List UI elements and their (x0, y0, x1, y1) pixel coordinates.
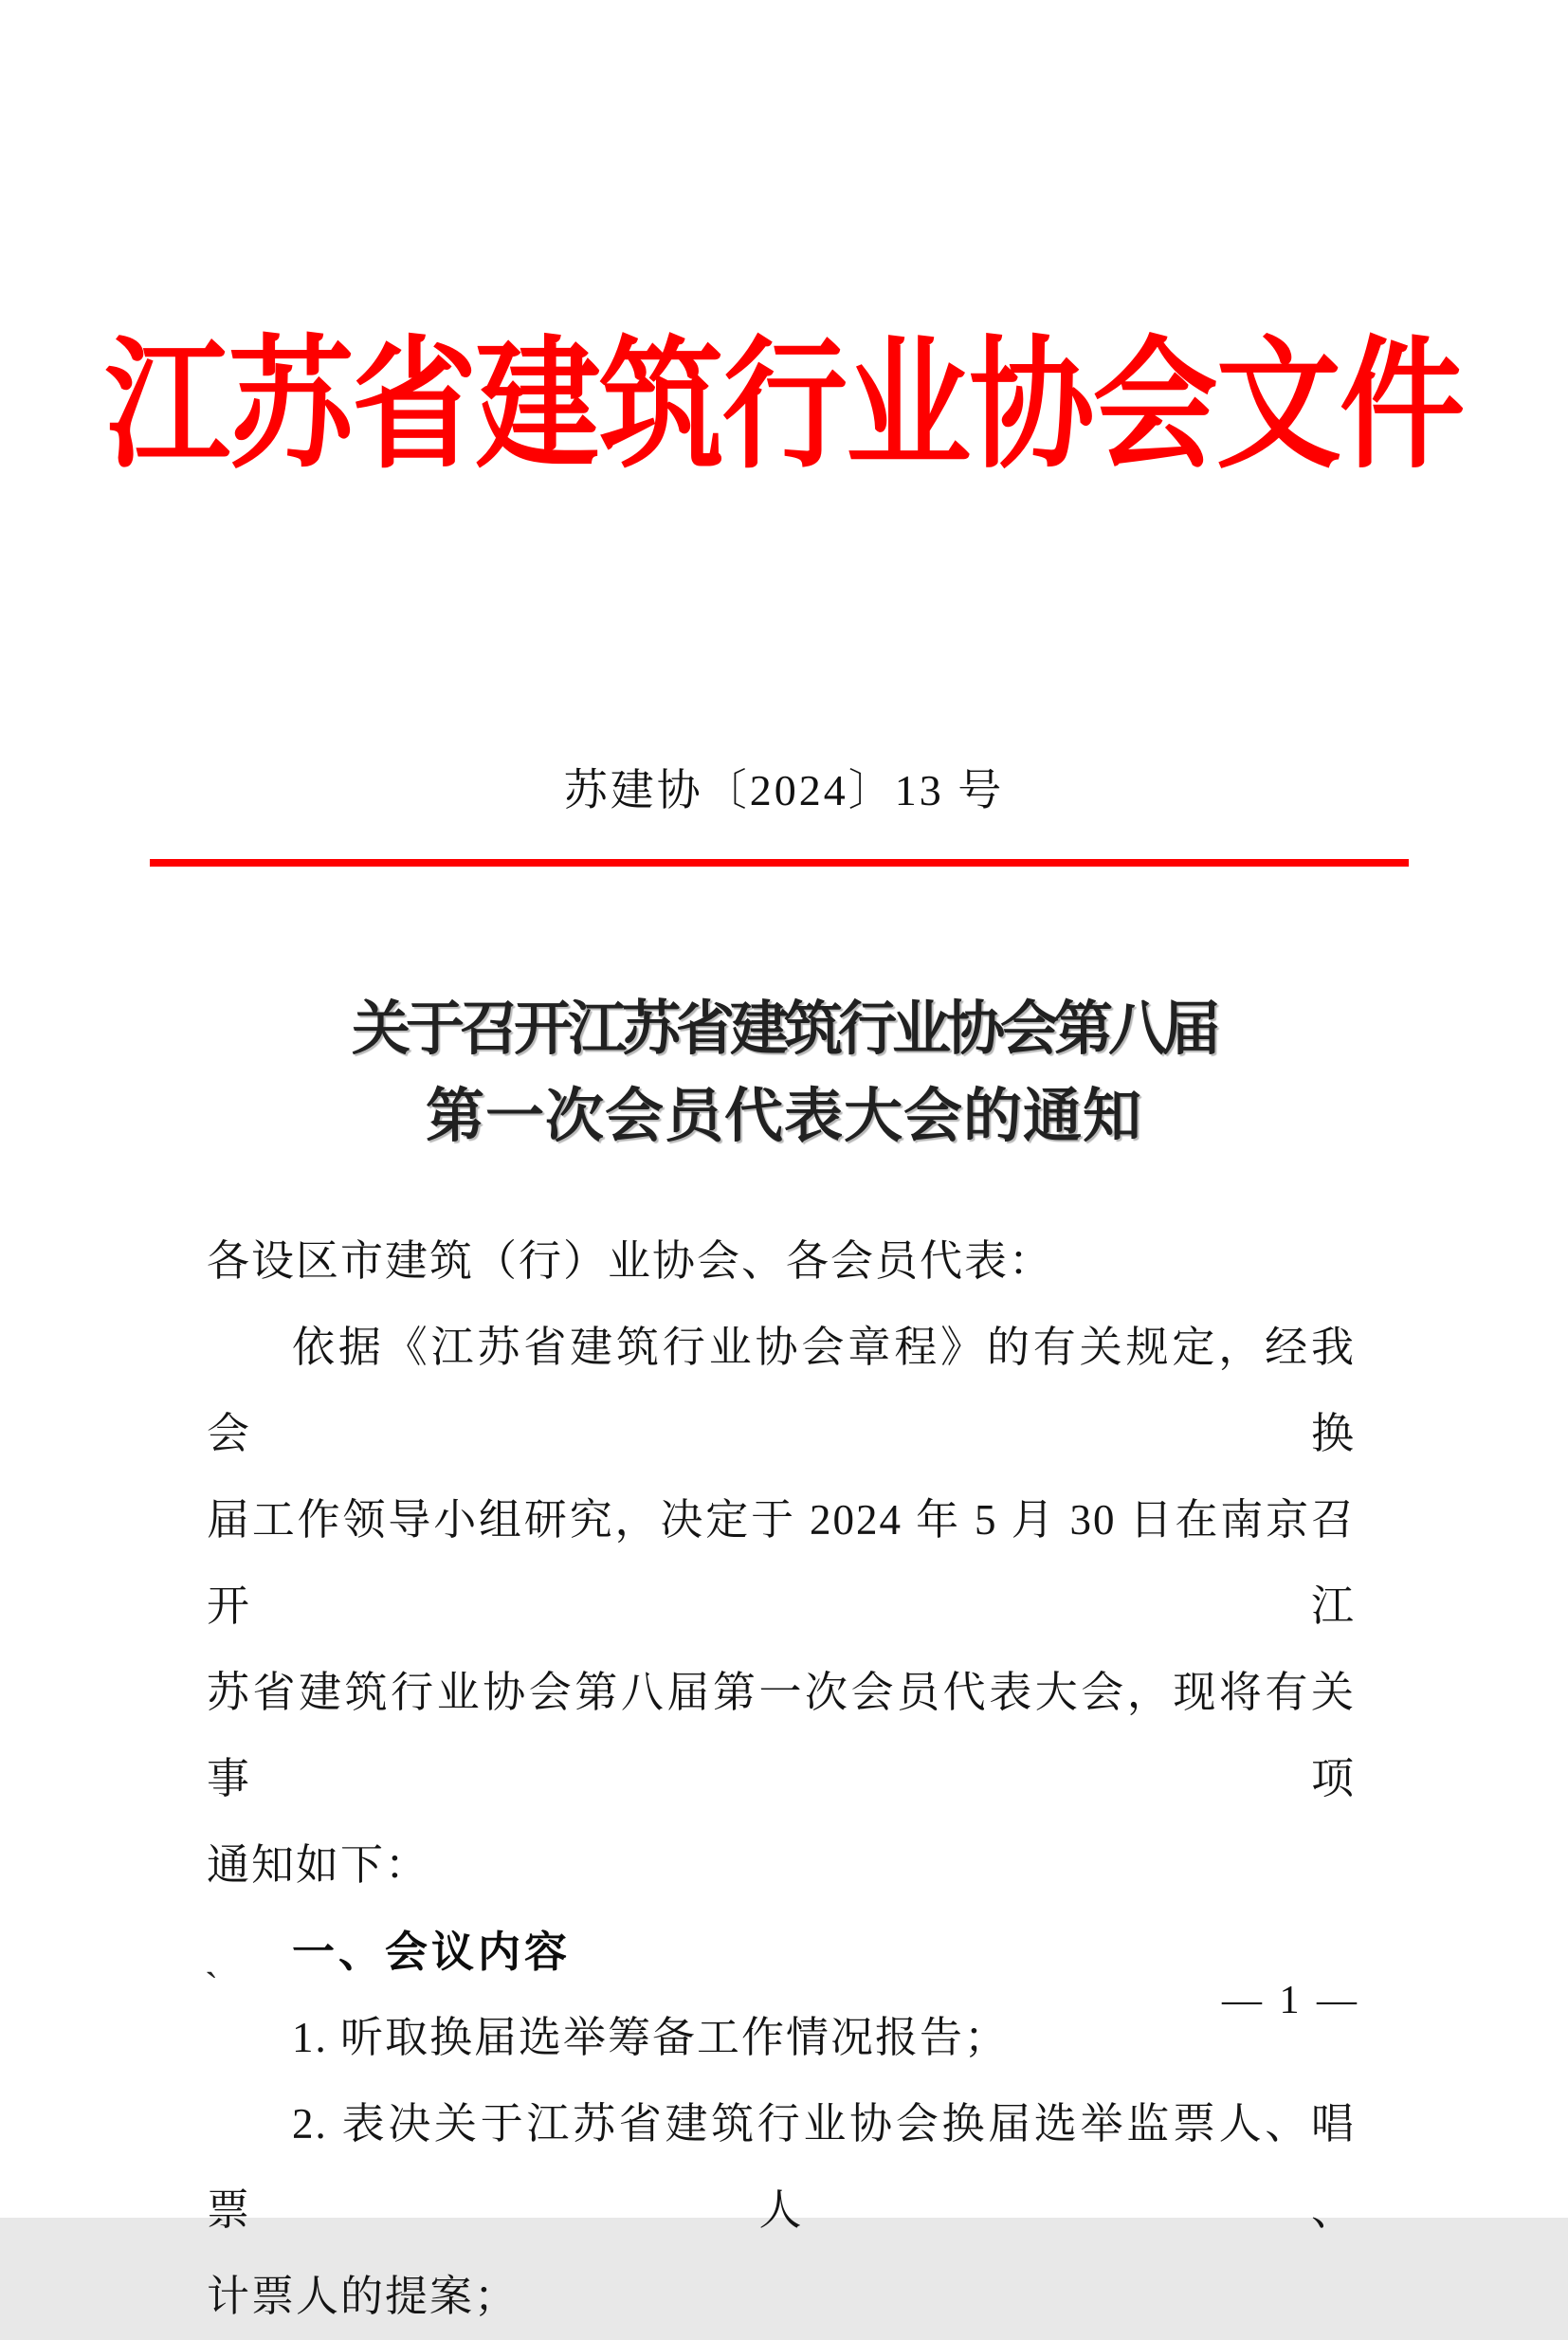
body-line: 届工作领导小组研究，决定于 2024 年 5 月 30 日在南京召开江 (207, 1496, 1356, 1630)
body-line: 依据《江苏省建筑行业协会章程》的有关规定，经我会换 (207, 1324, 1356, 1457)
body-text-block (207, 1218, 1356, 2340)
body-line-list-item-2: 2. 表决关于江苏省建筑行业协会换届选举监票人、唱票人、 (207, 2100, 1356, 2234)
document-title-line-1: 关于召开江苏省建筑行业协会第八届 (351, 997, 1216, 1062)
org-masthead-title: 江苏省建筑行业协会文件 (104, 328, 1464, 485)
document-title (0, 986, 1568, 1161)
body-line-list-item-1: 1. 听取换届选举筹备工作情况报告； (292, 2014, 1010, 2061)
body-line: 苏省建筑行业协会第八届第一次会员代表大会，现将有关事项 (207, 1669, 1356, 1802)
stray-tick-mark: ` (205, 1965, 218, 2009)
section-heading-meeting-content: 一、会议内容 (292, 1928, 572, 1976)
page-number: — 1 — (1222, 1979, 1360, 2022)
red-divider-line (150, 859, 1409, 867)
body-line-salutation: 各设区市建筑（行）业协会、各会员代表： (207, 1237, 1054, 1285)
body-line: 计票人的提案； (207, 2273, 520, 2320)
document-title-line-2: 第一次会员代表大会的通知 (425, 1085, 1142, 1149)
document-reference-number: 苏建协〔2024〕13 号 (563, 766, 1005, 814)
body-line: 通知如下： (207, 1841, 430, 1889)
